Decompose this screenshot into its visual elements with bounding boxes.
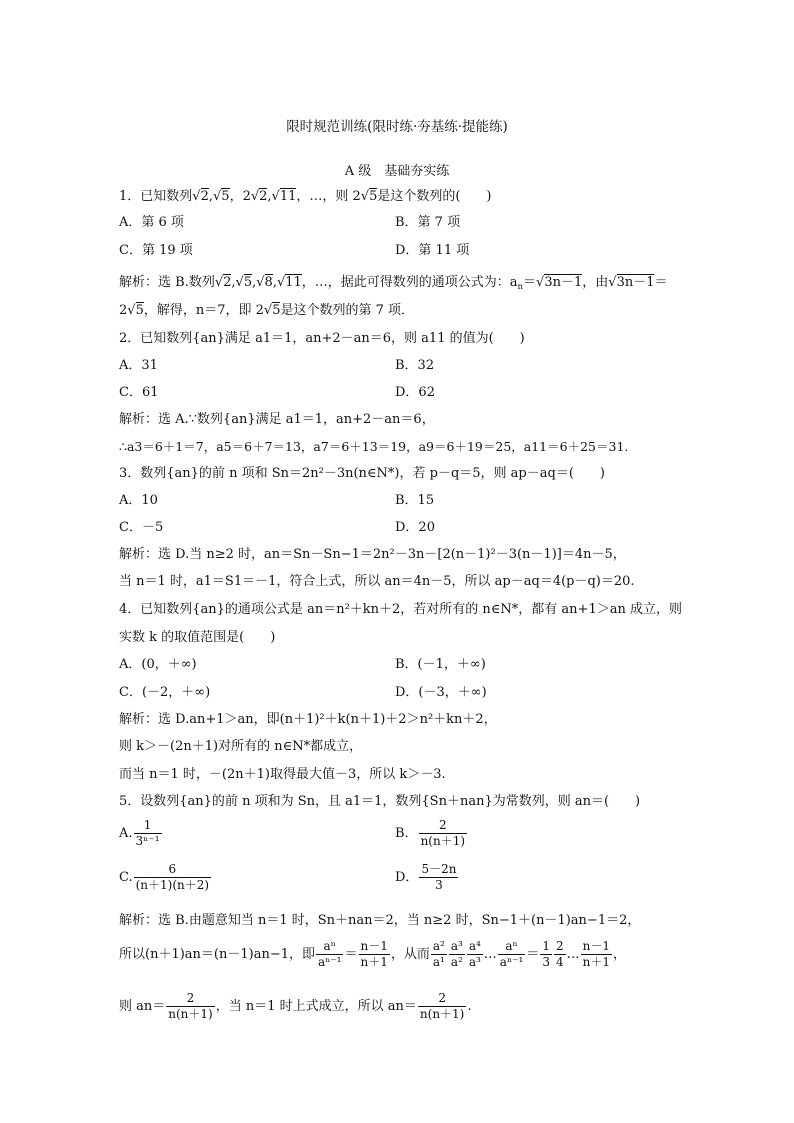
equals-sign: ＝ [344,947,358,962]
q1-sol-d: ＝ [654,275,668,290]
ratio-fraction [316,939,344,970]
fraction-denominator: n(n＋1) [419,1007,465,1021]
q5-option-a [119,818,163,849]
q1-solution-line-1: 解析：选 B.数列√2,√5,√8,√11，…，据此可得数列的通项公式为：$a_n=√3n-1$，由√3n－1＝ [119,275,668,292]
ratio-value-fraction [359,939,390,970]
q5-option-c-fraction [134,862,211,893]
question-5-stem: 5．设数列{an}的前 n 项和为 Sn，且 a1＝1，数列{Sn＋nan}为常数列，则 an＝( ) [119,794,641,809]
section-heading: A 级 基础夯实练 [344,164,450,179]
q3-option-c: C．－5 [119,520,164,535]
fraction-numerator: 2 [418,991,466,1007]
q5-sol2-text-c: ， [612,947,626,962]
q5-sol3-text-c: . [467,999,472,1014]
q5-solution-line-3 [119,990,472,1024]
q1-sol-b: ，…，据此可得数列的通项公式为：a [301,275,518,290]
answer-fraction-repeat [418,991,466,1022]
q5-option-d [395,862,459,893]
q3-option-b: B．15 [395,493,435,508]
question-1-stem: 1．已知数列√2,√5，2√2,√11，…，则 2√5是这个数列的( ) [119,189,492,204]
q1-stem-start: 1．已知数列 [119,189,193,204]
q3-option-a: A．10 [119,493,158,508]
q4-option-a: A．(0，＋∞) [119,657,197,672]
q4-option-d: D．(－3，＋∞) [395,685,487,700]
q3-solution-line-2: 当 n＝1 时，a1＝S1＝－1，符合上式，所以 an＝4n－5，所以 ap－aq＝4(p－q)＝20. [119,574,635,589]
q5-option-b [395,818,468,849]
q1-sol2: ，解得，n＝7，即 2 [143,303,264,318]
q1-stem-mid: ，…，则 2 [296,189,361,204]
q5-option-c-prefix: C. [119,870,133,885]
fraction-numerator: 2 [166,991,214,1007]
fraction-numerator: 1 [134,818,162,834]
q3-solution-line-1: 解析：选 D.当 n≥2 时，an＝Sn－Sn−1＝2n²－3n－[2(n－1)²－3(n－1)]＝4n－5， [119,547,626,562]
q2-option-a: A．31 [119,358,158,373]
q5-option-d-fraction [419,862,458,893]
q5-option-a-fraction [134,818,162,849]
q4-option-b: B．(－1，＋∞) [395,657,486,672]
q5-option-a-prefix: A. [119,826,133,841]
q1-option-d: D．第 11 项 [395,243,470,258]
fraction-denominator: n(n＋1) [420,834,466,848]
fraction-denominator: n(n＋1) [168,1007,213,1021]
fraction-numerator: n－1 [360,939,388,953]
q1-option-a: A．第 6 项 [119,215,184,230]
q4-solution-line-3: 而当 n＝1 时，－(2n＋1)取得最大值－3，所以 k＞－3. [119,767,446,782]
q5-option-c [119,862,212,893]
q2-solution-line-1: 解析：选 A.∵数列{an}满足 a1＝1，an+2－an＝6， [119,412,435,427]
q5-sol2-text-b: ，从而 [390,947,430,962]
q1-sol2b: 是这个数列的第 7 项． [280,303,415,318]
q2-solution-line-2: ∴a3＝6＋1＝7，a5＝6＋7＝13，a7＝6＋13＝19，a9＝6＋19＝25，a11＝6＋25＝31. [119,439,629,454]
q5-sol2-text-a: 所以(n＋1)an＝(n－1)an−1，即 [119,947,315,962]
question-3-stem: 3．数列{an}的前 n 项和 Sn＝2n²－3n(n∈N*)，若 p－q＝5，则 ap－aq＝( ) [119,466,605,481]
q2-option-c: C．61 [119,385,159,400]
fraction-denominator: 3 [435,878,443,892]
q5-option-b-prefix: B． [395,826,418,841]
fraction-numerator: 6 [134,862,211,878]
question-4-stem-line-1: 4．已知数列{an}的通项公式是 an＝n²＋kn＋2，若对所有的 n∈N*，都有 an+1＞an 成立，则 [119,602,682,617]
q5-solution-line-1: 解析：选 B.由题意知当 n＝1 时，Sn＋nan＝2，当 n≥2 时，Sn−1＋(n－1)an−1＝2， [119,913,641,928]
fraction-denominator: (n＋1)(n＋2) [135,878,210,892]
q1-solution-line-2: 2√5，解得，n＝7，即 2√5是这个数列的第 7 项． [119,303,415,318]
answer-fraction [166,991,214,1022]
question-4-stem-line-2: 实数 k 的取值范围是( ) [119,630,276,645]
fraction-numerator: 5－2n [421,862,457,876]
fraction-denominator: aⁿ⁻¹ [317,955,342,969]
q5-sol3-text-a: 则 an＝ [119,999,166,1014]
fraction-denominator: n＋1 [360,955,388,969]
fraction-numerator: aⁿ [316,939,344,955]
q1-sol-c: ，由 [582,275,609,290]
q4-solution-line-1: 解析：选 D.an+1＞an，即(n＋1)²＋k(n＋1)＋2＞n²＋kn＋2， [119,712,497,727]
question-2-stem: 2．已知数列{an}满足 a1＝1，an+2－an＝6，则 a11 的值为( ) [119,331,525,346]
q1-stem-end: 是这个数列的( ) [377,189,492,204]
q1-option-b: B．第 7 项 [395,215,461,230]
page-title: 限时规范训练(限时练·夯基练·提能练) [286,119,508,135]
q5-option-b-fraction [419,818,467,849]
fraction-numerator: 2 [419,818,467,834]
q4-option-c: C．(－2，＋∞) [119,685,211,700]
q5-sol3-text-b: ，当 n＝1 时上式成立，所以 an＝ [215,999,417,1014]
q5-option-d-prefix: D． [395,870,419,885]
q5-solution-line-2: 所以(n＋1)an＝(n－1)an−1，即 $\frac{\text{aⁿ}}{\text{aⁿ⁻¹}}$ ＝ $\frac{n-1}{n+1}$ ，从而 $\frac{\text{a²}}{\text{a¹}}$ $\frac{\text{a³}}{\text{a²}}$ $\frac{\text{a⁴}}{\text{a³}}$ … $\frac{\text{aⁿ}}{\text{aⁿ⁻¹}}$ ＝ $\frac{1}{3}$ $\frac{2}{4}$ … $\frac{n-1}{n+1}$ ， [119,939,626,969]
q4-solution-line-2: 则 k＞－(2n＋1)对所有的 n∈N*都成立， [119,739,363,754]
q1-sol-a: 解析：选 B.数列 [119,275,215,290]
q2-option-b: B．32 [395,358,435,373]
fraction-denominator: 3ⁿ⁻¹ [135,834,160,848]
q1-option-c: C．第 19 项 [119,243,193,258]
q2-option-d: D．62 [395,385,435,400]
q3-option-d: D．20 [395,520,435,535]
